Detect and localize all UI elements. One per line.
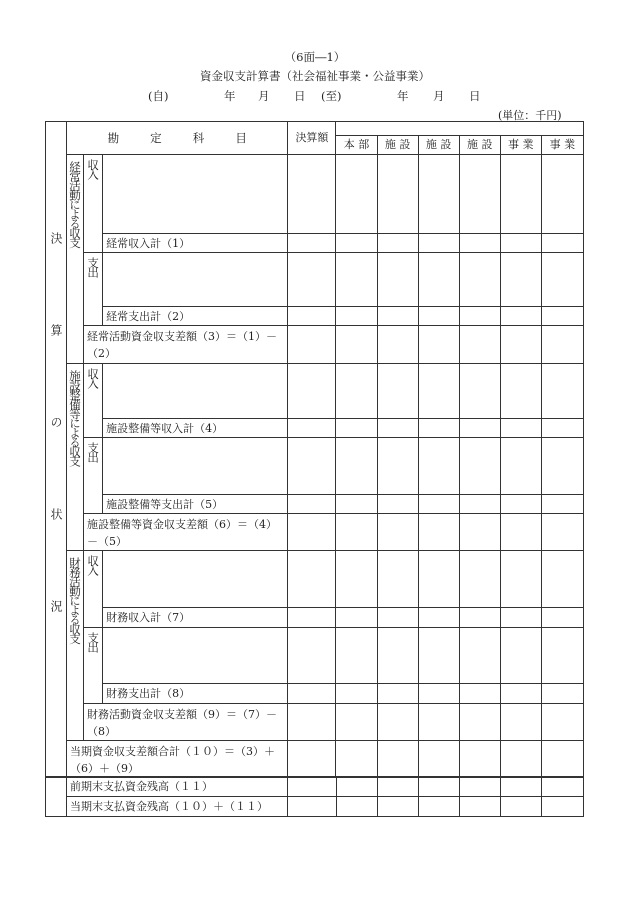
grand-total-label: 当期資金収支差額合計（１０）＝（3）＋（6）＋（9）: [67, 741, 288, 778]
side-label: 決算の状況: [49, 232, 64, 692]
group-label: 財務活動による収支: [68, 557, 83, 643]
expense-items: [103, 438, 288, 495]
expense-label-cell: [84, 628, 103, 704]
col-shisetsu: 施 設: [459, 136, 500, 155]
income-label: 収入: [86, 159, 101, 178]
year-label: 年: [397, 89, 409, 103]
income-items: [103, 155, 288, 234]
month-label: 月: [433, 89, 445, 103]
income-total-label: 経常収入計（1）: [103, 234, 288, 253]
group-facility: [67, 364, 84, 551]
account-header-char: 目: [235, 131, 247, 145]
balance-label: 経常活動資金収支差額（3）＝（1）－（2）: [84, 326, 288, 364]
expense-total-label: 施設整備等支出計（5）: [103, 495, 288, 514]
month-label: 月: [258, 89, 270, 103]
income-label: 収入: [86, 368, 101, 387]
day-label: 日: [294, 89, 306, 103]
account-header: [67, 122, 288, 155]
col-shisetsu: 施 設: [418, 136, 459, 155]
col-jigyo: 事 業: [541, 136, 583, 155]
expense-total-label: 財務支出計（8）: [103, 684, 288, 704]
income-items: [103, 551, 288, 608]
expense-items: [103, 628, 288, 684]
income-label-cell: [84, 155, 103, 253]
income-label-cell: [84, 551, 103, 628]
current-balance-label: 当期末支払資金残高（１０）＋（１１）: [67, 797, 288, 817]
balance-summary-table: [45, 776, 584, 817]
balance-label: 施設整備等資金収支差額（6）＝（4）－（5）: [84, 514, 288, 551]
expense-label: 支出: [86, 257, 101, 276]
year-label: 年: [224, 89, 236, 103]
expense-total-label: 経常支出計（2）: [103, 307, 288, 326]
expense-label: 支出: [86, 442, 101, 461]
account-header-char: 勘: [107, 131, 120, 145]
group-operating: [67, 155, 84, 364]
division-header-top: [336, 122, 584, 136]
income-total-label: 財務収入計（7）: [103, 608, 288, 628]
expense-label-cell: [84, 253, 103, 326]
expense-items: [103, 253, 288, 307]
bottom-blank: [46, 777, 67, 817]
prev-balance-label: 前期末支払資金残高（１１）: [67, 777, 288, 797]
group-financial: [67, 551, 84, 741]
income-label: 収入: [86, 555, 101, 574]
income-label-cell: [84, 364, 103, 438]
expense-label-cell: [84, 438, 103, 514]
unit-label: (単位：千円): [498, 109, 562, 122]
account-header-char: 科: [192, 131, 205, 145]
col-jigyo: 事 業: [500, 136, 541, 155]
period-to-label: (至): [321, 89, 342, 103]
expense-label: 支出: [86, 632, 101, 651]
account-header-char: 定: [150, 131, 162, 145]
col-shisetsu: 施 設: [377, 136, 418, 155]
document-title: 資金収支計算書（社会福祉事業・公益事業）: [200, 69, 430, 83]
period-from-label: (自): [148, 89, 169, 103]
income-items: [103, 364, 288, 419]
side-label-cell: [46, 122, 67, 778]
group-label: 経常活動による収支: [68, 161, 83, 247]
settled-header: 決算額: [288, 122, 336, 155]
col-honbu: 本 部: [336, 136, 377, 155]
form-number: （6面―1）: [284, 50, 346, 64]
group-label: 施設整備等による収支: [68, 370, 83, 465]
income-total-label: 施設整備等収入計（4）: [103, 419, 288, 438]
balance-label: 財務活動資金収支差額（9）＝（7）－（8）: [84, 704, 288, 741]
day-label: 日: [469, 89, 481, 103]
cash-flow-table: [45, 121, 584, 778]
